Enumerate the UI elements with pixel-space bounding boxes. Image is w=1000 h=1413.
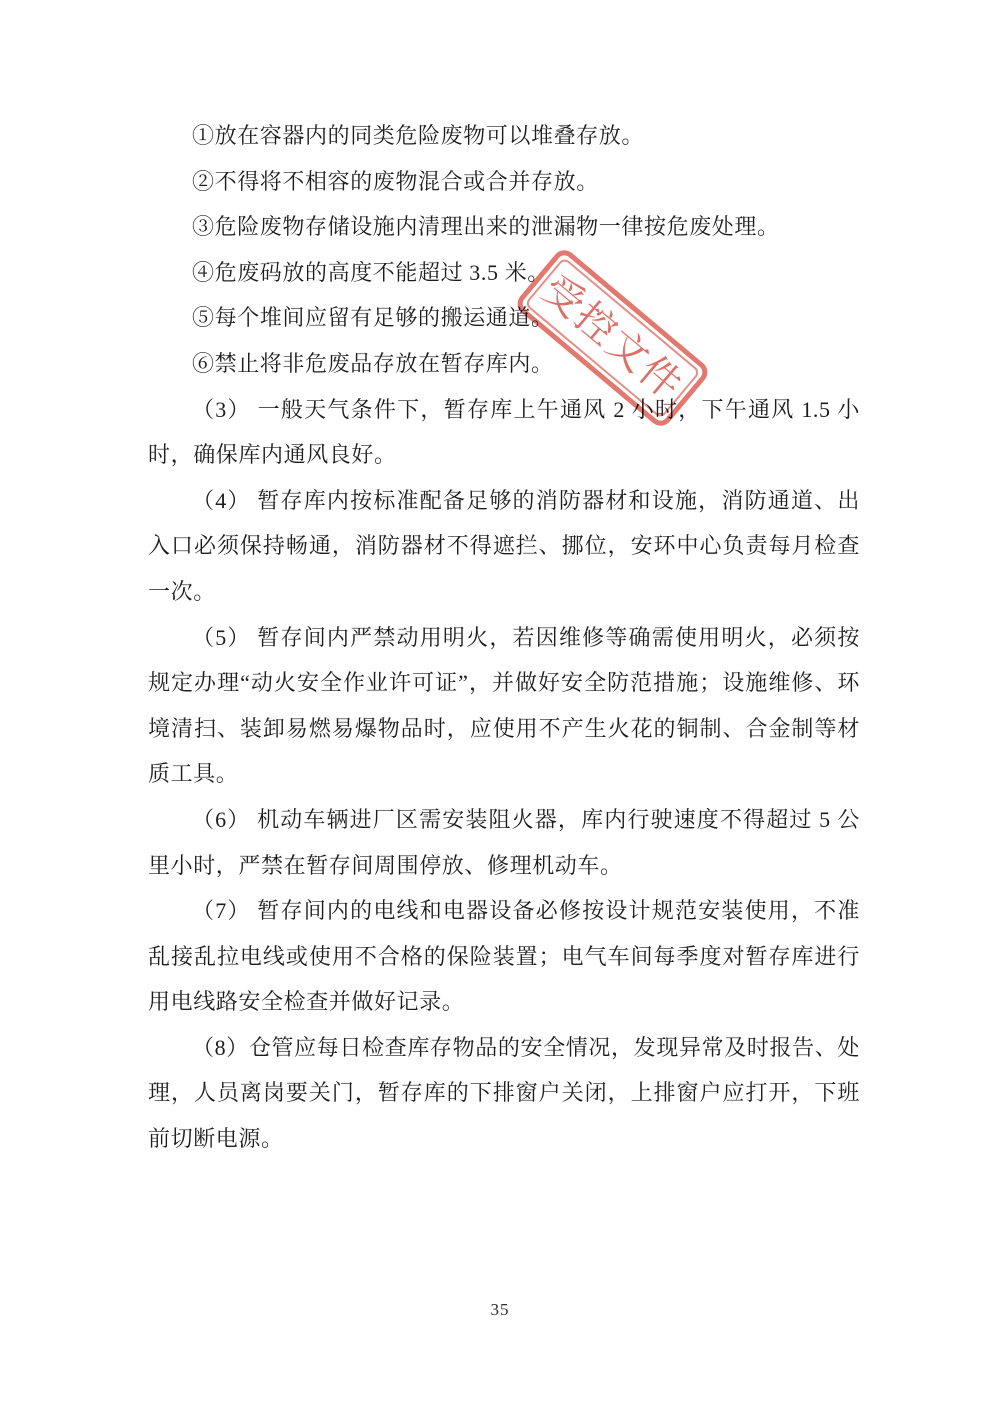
document-body [148,113,860,1162]
paragraph: （3） 一般天气条件下，暂存库上午通风 2 小时，下午通风 1.5 小时，确保库内通风良好。 [148,396,860,468]
paragraph: （6） 机动车辆进厂区需安装阻火器，库内行驶速度不得超过 5 公里小时，严禁在暂存间周围停放、修理机动车。 [148,806,860,878]
paragraph: ③危险废物存储设施内清理出来的泄漏物一律按危废处理。 [192,214,780,240]
paragraph: ②不得将不相容的废物混合或合并存放。 [192,168,599,194]
paragraph: ④危废码放的高度不能超过 3.5 米。 [192,259,550,285]
paragraph: （4） 暂存库内按标准配备足够的消防器材和设施，消防通道、出入口必须保持畅通，消防器材不得遮拦、挪位，安环中心负责每月检查一次。 [148,487,860,604]
paragraph: （5） 暂存间内严禁动用明火，若因维修等确需使用明火，必须按规定办理“动火安全作业许可证”，并做好安全防范措施；设施维修、环境清扫、装卸易燃易爆物品时，应使用不产生火花的铜制、合金制等材质工具。 [148,624,860,787]
paragraph: ①放在容器内的同类危险废物可以堆叠存放。 [192,123,645,148]
page-number: 35 [490,1300,510,1319]
page-footer [0,1300,1000,1320]
paragraph: ⑥禁止将非危废品存放在暂存库内。 [192,350,554,376]
paragraph: （7） 暂存间内的电线和电器设备必修按设计规范安装使用，不准乱接乱拉电线或使用不合格的保险装置；电气车间每季度对暂存库进行用电线路安全检查并做好记录。 [148,898,860,1015]
paragraph: ⑤每个堆间应留有足够的搬运通道。 [192,305,554,331]
stamp-text: 受控文件 [534,266,692,409]
paragraph: （8）仓管应每日检查库存物品的安全情况，发现异常及时报告、处理，人员离岗要关门，暂存库的下排窗户关闭，上排窗户应打开，下班前切断电源。 [148,1034,860,1152]
